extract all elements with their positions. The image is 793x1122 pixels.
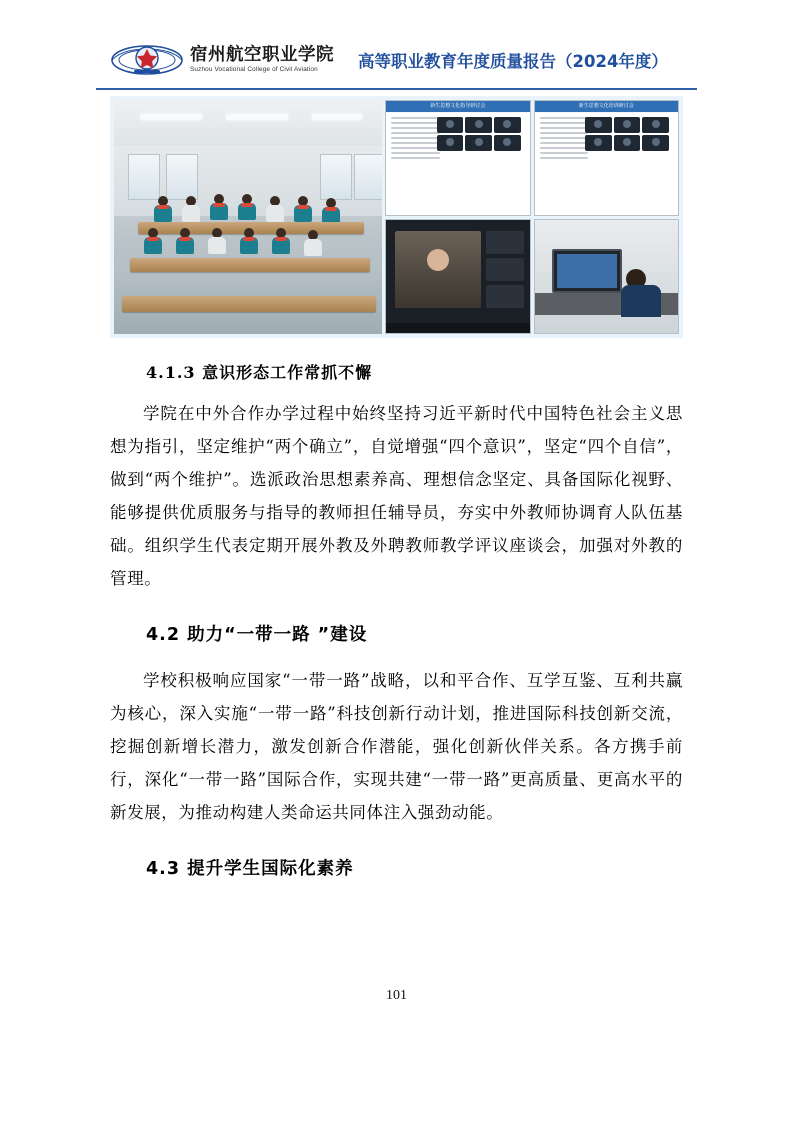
video-tile <box>465 135 492 151</box>
video-tile <box>465 117 492 133</box>
participant-thumb <box>486 231 523 254</box>
college-name-en: Suzhou Vocational College of Civil Aviation <box>190 65 318 73</box>
paragraph-4-2: 学校积极响应国家“一带一路”战略，以和平合作、互学互鉴、互利共赢为核心，深入实施“一带一路”科技创新行动计划，推进国际科技创新交流，挖掘创新增长潜力，激发创新合作潜能，强化创新伙伴关系。各方携手前行，深化“一带一路”国际合作，实现共建“一带一路”更高质量、更高水平的新发展，为推动构建人类命运共同体注入强劲动能。 <box>110 671 683 822</box>
student <box>208 228 226 254</box>
participant-face <box>427 249 449 271</box>
ceiling <box>114 100 382 147</box>
video-tile <box>437 135 464 151</box>
student <box>154 196 172 222</box>
header-divider <box>96 88 697 90</box>
college-name <box>190 46 334 73</box>
college-name-cn: 宿州航空职业学院 <box>190 45 334 66</box>
participant-thumb <box>486 258 523 281</box>
window <box>320 154 352 200</box>
student <box>176 228 194 254</box>
page-header <box>110 34 697 86</box>
student <box>238 194 256 220</box>
video-tile <box>585 135 612 151</box>
online-meeting-screenshot-1 <box>385 100 531 216</box>
window <box>128 154 160 200</box>
desk-row <box>130 258 370 272</box>
teacher-at-computer-photo <box>534 219 680 335</box>
video-tile <box>614 117 641 133</box>
section-heading-4-2: 4.2 助力“一带一路 ”建设 <box>146 625 368 645</box>
section-heading-4-3: 4.3 提升学生国际化素养 <box>146 859 354 879</box>
student <box>240 228 258 254</box>
video-tile <box>642 117 669 133</box>
video-tile <box>437 117 464 133</box>
ceiling-light <box>140 114 202 120</box>
student <box>322 198 340 224</box>
window <box>166 154 198 200</box>
photo-collage-figure <box>110 96 683 338</box>
video-tile <box>494 117 521 133</box>
person-body <box>621 285 661 317</box>
video-tile <box>642 135 669 151</box>
aviation-college-emblem-icon <box>110 37 184 83</box>
student <box>304 230 322 256</box>
video-tile <box>494 135 521 151</box>
page-number: 101 <box>386 988 407 1003</box>
desk-row <box>122 296 376 312</box>
section-heading-4-1-3: 4.1.3 意识形态工作常抓不懈 <box>146 363 373 382</box>
screenshot-grid <box>385 100 679 334</box>
student <box>294 196 312 222</box>
video-conference-screenshot <box>385 219 531 335</box>
student <box>144 228 162 254</box>
main-video-feed <box>395 231 481 308</box>
student <box>210 194 228 220</box>
student <box>266 196 284 222</box>
participant-thumb <box>486 285 523 308</box>
ceiling-light <box>226 114 288 120</box>
meeting-toolbar <box>386 323 530 333</box>
report-title: 高等职业教育年度质量报告（2024年度） <box>358 52 668 71</box>
window <box>354 154 382 200</box>
page-content <box>110 360 683 898</box>
student <box>272 228 290 254</box>
classroom-students-photo <box>114 100 382 334</box>
screen-title: 新生思想文化培训研讨会 <box>535 101 679 112</box>
video-tile <box>614 135 641 151</box>
college-logo <box>110 37 334 83</box>
ceiling-light <box>312 114 362 120</box>
video-tile <box>585 117 612 133</box>
online-meeting-screenshot-2 <box>534 100 680 216</box>
computer-monitor <box>552 249 622 293</box>
student <box>182 196 200 222</box>
paragraph-4-1-3: 学院在中外合作办学过程中始终坚持习近平新时代中国特色社会主义思想为指引，坚定维护“两个确立”，自觉增强“四个意识”，坚定“四个自信”，做到“两个维护”。选派政治思想素养高、理想信念坚定、具备国际化视野、能够提供优质服务与指导的教师担任辅导员，夯实中外教师协调育人队伍基础。组织学生代表定期开展外教及外聘教师教学评议座谈会，加强对外教的管理。 <box>110 404 683 588</box>
screen-title: 新生思想文化指导研讨会 <box>386 101 530 112</box>
